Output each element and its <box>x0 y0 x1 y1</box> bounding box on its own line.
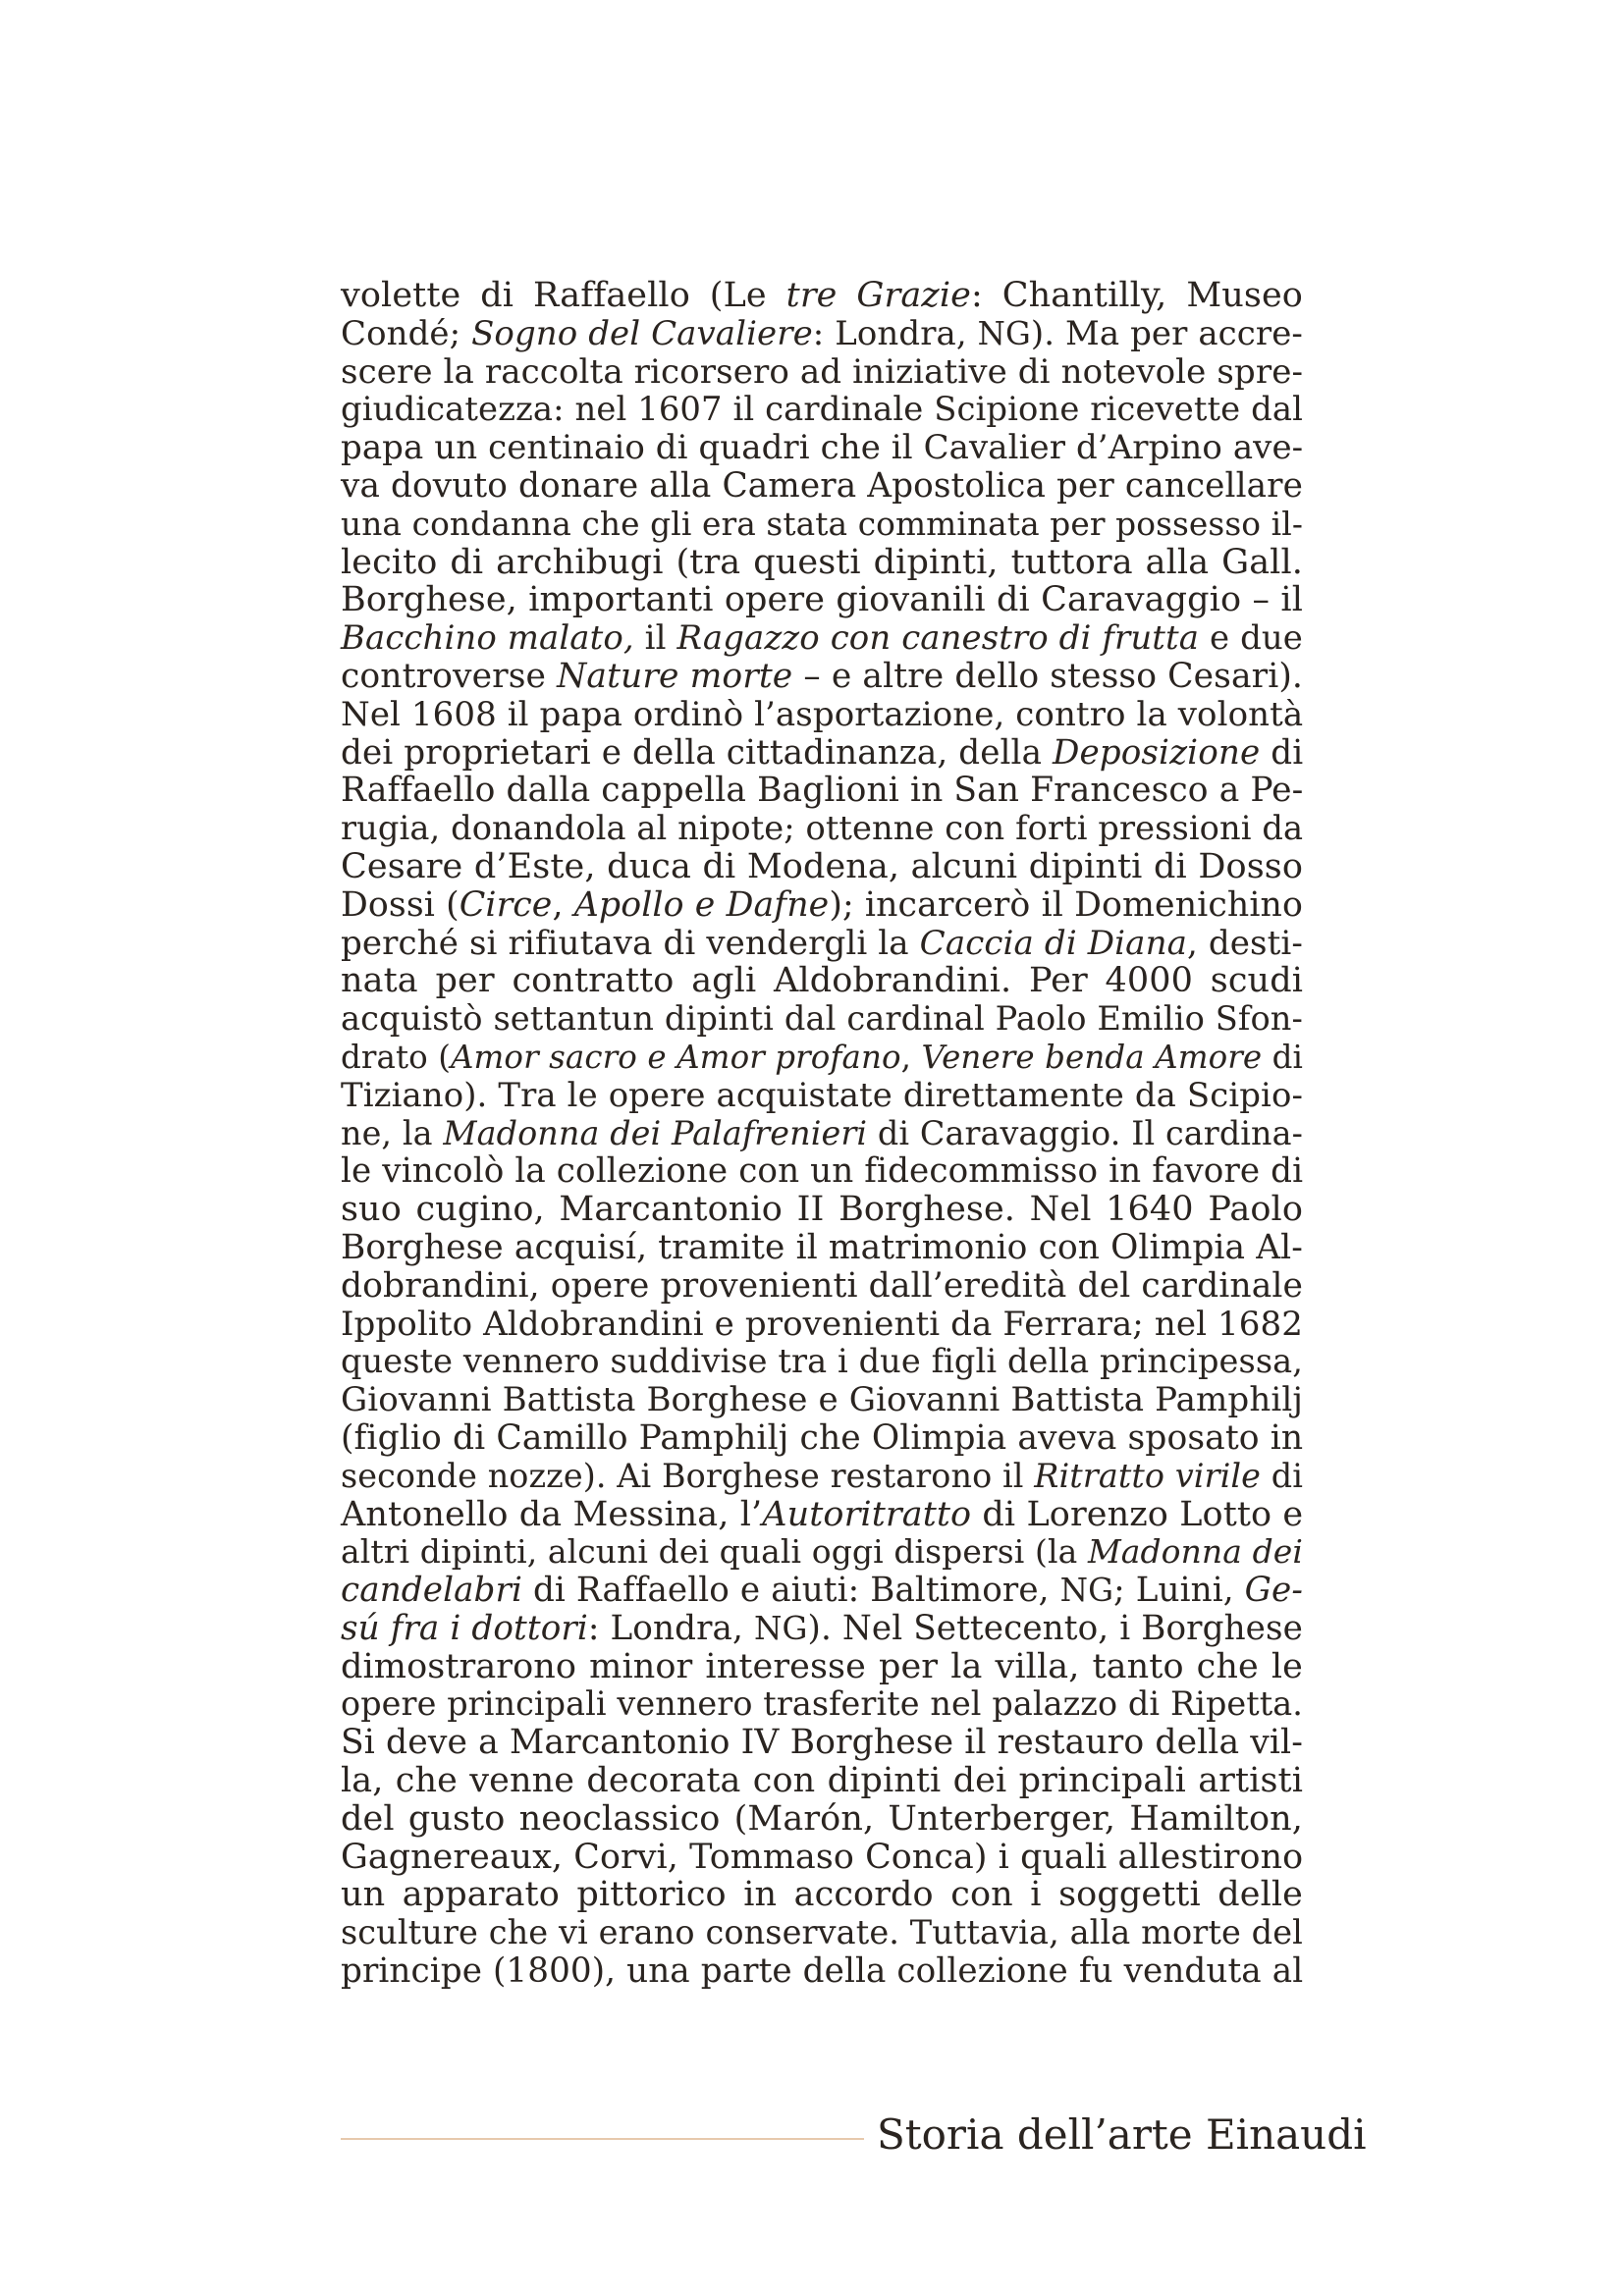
text-run: ne, la <box>341 1113 444 1152</box>
text-run: dobrandini, opere provenienti dall’eredità del cardinale <box>341 1265 1304 1306</box>
text-line <box>341 1191 1303 1229</box>
text-line <box>341 810 1303 848</box>
text-run: Cesare d’Este, duca di Modena, alcuni dipinti di Dosso <box>341 846 1303 886</box>
text-run: una condanna che gli era stata comminata per possesso il- <box>341 505 1303 543</box>
text-run: e due <box>1199 618 1303 658</box>
text-run: Nel 1608 il papa ordinò l’asportazione, contro la volontà <box>341 694 1304 734</box>
text-line <box>341 1648 1303 1686</box>
text-line <box>341 962 1303 1000</box>
italic-title: Venere benda Amore <box>921 1038 1263 1076</box>
italic-title: candelabri <box>341 1571 522 1611</box>
text-run: di Lorenzo Lotto e <box>971 1494 1304 1534</box>
body-text <box>341 277 1303 1991</box>
text-run: seconde nozze). Ai Borghese restarono il <box>341 1456 1035 1495</box>
italic-title: Circe <box>459 884 553 925</box>
text-line <box>341 658 1303 696</box>
text-line <box>341 1152 1303 1191</box>
text-run: Condé; <box>341 313 472 353</box>
small-caps-abbrev: NG <box>977 314 1031 352</box>
text-run: , desti- <box>1187 923 1303 963</box>
italic-title: sú fra i dottori <box>341 1608 588 1648</box>
text-line <box>341 925 1303 963</box>
text-line <box>341 1839 1303 1877</box>
text-run: di Caravaggio. Il cardina- <box>867 1113 1304 1152</box>
text-line <box>341 353 1303 392</box>
text-line <box>341 734 1303 773</box>
text-run: ). Nel Settecento, i Borghese <box>807 1608 1303 1648</box>
text-line <box>341 544 1303 582</box>
text-run: di Raffaello e aiuti: Baltimore, <box>521 1571 1060 1611</box>
text-run: opere principali vennero trasferite nel palazzo di Ripetta. <box>341 1684 1303 1724</box>
text-line <box>341 1381 1303 1419</box>
text-run: del gusto neoclassico (Marón, Unterberger, Hamilton, <box>341 1798 1303 1839</box>
text-line <box>341 619 1303 658</box>
text-run: drato ( <box>341 1038 451 1076</box>
footer-title: Storia dell’arte Einaudi <box>877 2110 1367 2159</box>
italic-title: Apollo e Dafne <box>573 884 830 925</box>
text-run: , <box>552 884 574 925</box>
italic-title: Sogno del Cavaliere <box>471 313 813 353</box>
text-run: il <box>633 618 677 658</box>
text-line <box>341 391 1303 429</box>
text-line <box>341 1952 1303 1991</box>
text-run: volette di Raffaello (Le <box>341 276 786 315</box>
text-line <box>341 581 1303 619</box>
text-run: : Chantilly, Museo <box>970 276 1303 315</box>
text-run: : Londra, <box>812 313 978 353</box>
italic-title: tre Grazie <box>785 276 971 315</box>
text-line <box>341 1685 1303 1724</box>
small-caps-abbrev: NG <box>1059 1572 1114 1610</box>
text-line <box>341 1572 1303 1610</box>
text-line <box>341 848 1303 886</box>
text-run: altri dipinti, alcuni dei quali oggi dispersi (la <box>341 1532 1088 1572</box>
text-run: Borghese acquisí, tramite il matrimonio con Olimpia Al- <box>341 1227 1303 1267</box>
text-run: perché si rifiutava di vendergli la <box>341 923 920 963</box>
text-line <box>341 1876 1303 1914</box>
text-line <box>341 1419 1303 1458</box>
text-line <box>341 1267 1303 1306</box>
text-run: di <box>1261 1456 1303 1495</box>
text-line <box>341 315 1303 353</box>
italic-title: Nature morte <box>557 656 793 696</box>
text-line <box>341 467 1303 506</box>
text-run: queste vennero suddivise tra i due figli della principessa, <box>341 1342 1303 1381</box>
text-run: sculture che vi erano conservate. Tuttavia, alla morte del <box>341 1913 1303 1952</box>
small-caps-abbrev: NG <box>753 1609 808 1647</box>
text-line <box>341 886 1303 925</box>
text-line <box>341 1914 1303 1952</box>
text-run: controverse <box>341 656 558 696</box>
italic-title: Deposizione <box>1053 732 1261 773</box>
text-run: papa un centinaio di quadri che il Cavalier d’Arpino ave- <box>341 428 1304 468</box>
text-run: suo cugino, Marcantonio II Borghese. Nel 1640 Paolo <box>341 1190 1303 1230</box>
text-run: Giovanni Battista Borghese e Giovanni Battista Pamphilj <box>341 1380 1303 1420</box>
italic-title: Autoritratto <box>762 1494 972 1534</box>
text-line <box>341 1039 1303 1077</box>
text-run: Gagnereaux, Corvi, Tommaso Conca) i quali allestirono <box>341 1837 1304 1877</box>
text-run: Borghese, importanti opere giovanili di Caravaggio – il <box>341 580 1303 620</box>
footer-rule <box>341 2138 864 2140</box>
text-line <box>341 1229 1303 1267</box>
italic-title: Amor sacro e Amor profano <box>450 1038 901 1076</box>
text-run: Ippolito Aldobrandini e provenienti da Ferrara; nel 1682 <box>341 1304 1303 1344</box>
italic-title: Caccia di Diana <box>919 923 1187 963</box>
text-line <box>341 506 1303 544</box>
text-line <box>341 1000 1303 1039</box>
text-line <box>341 772 1303 810</box>
text-run: ); incarcerò il Domenichino <box>829 884 1303 925</box>
text-run: nata per contratto agli Aldobrandini. Per 4000 scudi <box>341 961 1303 1001</box>
text-run: – e altre dello stesso Cesari). <box>792 656 1303 696</box>
text-run: Antonello da Messina, l’ <box>341 1494 763 1534</box>
text-line <box>341 696 1303 734</box>
text-run: rugia, donandola al nipote; ottenne con forti pressioni da <box>341 809 1304 848</box>
text-run: Dossi ( <box>341 884 460 925</box>
text-run: va dovuto donare alla Camera Apostolica per cancellare <box>341 465 1303 506</box>
text-run: la, che venne decorata con dipinti dei principali artisti <box>341 1761 1303 1801</box>
text-line <box>341 1533 1303 1572</box>
italic-title: Madonna dei <box>1087 1532 1303 1572</box>
text-line <box>341 1610 1303 1648</box>
text-line <box>341 1343 1303 1381</box>
italic-title: Ge- <box>1244 1571 1303 1611</box>
text-run: un apparato pittorico in accordo con i soggetti delle <box>341 1875 1303 1915</box>
text-line <box>341 1306 1303 1344</box>
italic-title: Ragazzo con canestro di frutta <box>676 618 1200 658</box>
text-run: dei proprietari e della cittadinanza, della <box>341 732 1053 773</box>
text-line <box>341 1724 1303 1762</box>
text-line <box>341 1800 1303 1839</box>
text-run: scere la raccolta ricorsero ad iniziative di notevole spre- <box>341 351 1304 392</box>
text-line <box>341 1458 1303 1496</box>
text-line <box>341 1496 1303 1534</box>
text-run: lecito di archibugi (tra questi dipinti, tuttora alla Gall. <box>341 542 1303 582</box>
text-run: principe (1800), una parte della collezione fu venduta al <box>341 1951 1304 1992</box>
text-line <box>341 1115 1303 1153</box>
text-line <box>341 1762 1303 1800</box>
italic-title: Madonna dei Palafrenieri <box>443 1113 868 1152</box>
text-line <box>341 277 1303 315</box>
text-line <box>341 429 1303 467</box>
text-run: di <box>1262 1038 1303 1076</box>
text-line <box>341 1077 1303 1115</box>
text-run: dimostrarono minor interesse per la villa, tanto che le <box>341 1646 1303 1686</box>
text-run: Raffaello dalla cappella Baglioni in San Francesco a Pe- <box>341 771 1304 811</box>
text-run: Tiziano). Tra le opere acquistate direttamente da Scipio- <box>341 1075 1303 1114</box>
text-run: acquistò settantun dipinti dal cardinal Paolo Emilio Sfon- <box>341 999 1303 1039</box>
italic-title: Bacchino malato, <box>341 618 634 658</box>
text-run: (figlio di Camillo Pamphilj che Olimpia aveva sposato in <box>341 1417 1304 1458</box>
text-run: ; Luini, <box>1113 1571 1245 1611</box>
text-run: , <box>900 1038 922 1076</box>
text-run: ). Ma per accre- <box>1030 313 1303 353</box>
text-run: Si deve a Marcantonio IV Borghese il restauro della vil- <box>341 1723 1303 1763</box>
italic-title: Ritratto virile <box>1034 1456 1262 1495</box>
text-run: di <box>1260 732 1304 773</box>
text-run: giudicatezza: nel 1607 il cardinale Scipione ricevette dal <box>341 390 1303 429</box>
text-run: : Londra, <box>587 1608 754 1648</box>
text-run: le vincolò la collezione con un fidecommisso in favore di <box>341 1151 1304 1192</box>
